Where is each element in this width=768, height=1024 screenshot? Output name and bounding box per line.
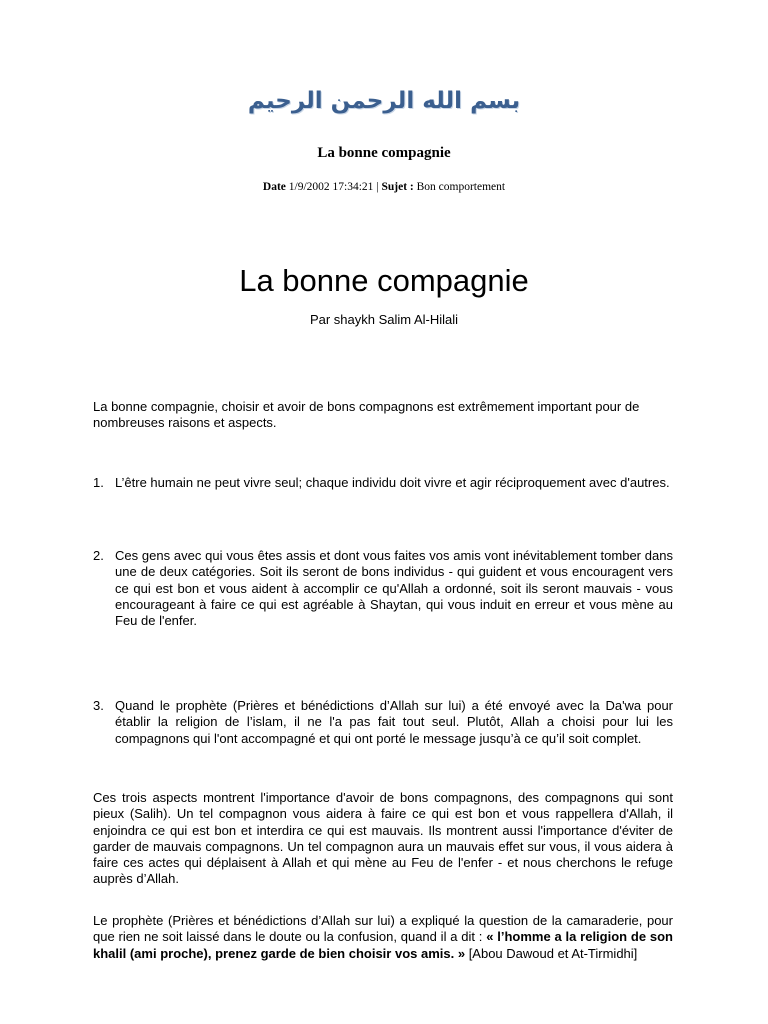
subject-label: Sujet : <box>381 181 414 193</box>
subject-value: Bon comportement <box>416 181 506 193</box>
aspects-paragraph: Ces trois aspects montrent l'importance d'avoir de bons compagnons, des compagnons qui sont pieux (Salih). Un tel compagnon vous aidera à faire ce qui est bon et vous rappellera d'Allah, il enjoindra ce qui est bon et interdira ce qui est mauvais. Ils montrent aussi l'importance d'éviter de garder de mauvais compagnons. Un tel compagnon aura un mauvais effet sur vous, il vous aidera à faire ces actes qui déplaisent à Allah et qui mène au Feu de l'enfer - et nous cherchons le refuge auprès d’Allah. <box>93 790 673 887</box>
list-item <box>93 698 673 747</box>
list-item <box>93 548 673 629</box>
date-value: 1/9/2002 17:34:21 <box>288 181 374 193</box>
list-item-number: 2. <box>93 548 104 563</box>
date-label: Date <box>262 181 286 193</box>
list-item-number: 1. <box>93 475 104 490</box>
prophet-paragraph-text: Le prophète (Prières et bénédictions d’Allah sur lui) a expliqué la question de la camaraderie, pour que rien ne soit laissé dans le doute ou la confusion, quand il a dit : <box>93 913 673 945</box>
list-item-text: L’être humain ne peut vivre seul; chaque individu doit vivre et agir réciproquement avec d'autres. <box>115 475 670 490</box>
hadith-citation: [Abou Dawoud et At-Tirmidhi] <box>468 945 638 961</box>
intro-paragraph: La bonne compagnie, choisir et avoir de bons compagnons est extrêmement important pour de nombreuses raisons et aspects. <box>93 399 640 431</box>
header-title: La bonne compagnie <box>317 145 451 161</box>
prophet-paragraph <box>93 913 673 962</box>
article-title: La bonne compagnie <box>239 263 529 298</box>
basmala-calligraphy: بسم الله الرحمن الرحيم <box>247 88 521 114</box>
list-item <box>93 475 673 491</box>
article-author: Par shaykh Salim Al-Hilali <box>309 312 459 327</box>
article-meta <box>0 181 768 193</box>
list-item-number: 3. <box>93 698 104 713</box>
list-item-text: Quand le prophète (Prières et bénédictions d’Allah sur lui) a été envoyé avec la Da'wa pour établir la religion de l’islam, il ne l'a pas fait tout seul. Plutôt, Allah a choisi pour lui les compagnons qui l'ont accompagné et qui ont porté le message jusqu’à ce qu’il soit complet. <box>115 698 673 746</box>
list-item-text: Ces gens avec qui vous êtes assis et dont vous faites vos amis vont inévitablement tomber dans une de deux catégories. Soit ils seront de bons individus - qui guident et vous encouragent vers ce qui est bon et vous aident à accomplir ce qu'Allah a ordonné, soit ils seront mauvais - vous encourageant à faire ce qui est agréable à Shaytan, qui vous induit en erreur et vous mène au Feu de l'enfer. <box>115 548 673 629</box>
hadith-quote: « l’homme a la religion de son khalil (ami proche), prenez garde de bien choisir vos amis. » <box>93 929 673 961</box>
meta-separator: | <box>373 181 382 193</box>
